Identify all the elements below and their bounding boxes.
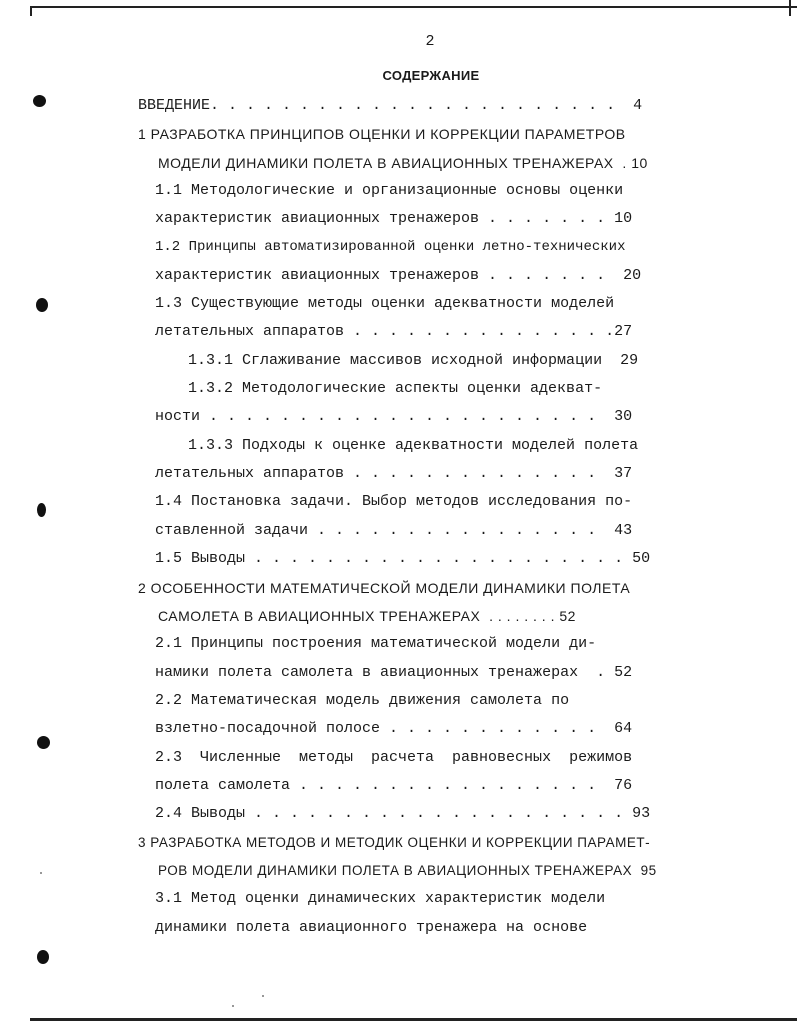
toc-chapter-3-title: 3 РАЗРАБОТКА МЕТОДОВ И МЕТОДИК ОЦЕНКИ И КОРРЕКЦИИ ПАРАМЕТ- [138,835,651,850]
toc-section-1-3: 1.3 Существующие методы оценки адекватности моделей [155,295,615,312]
toc-section-1-2: 1.2 Принципы автоматизированной оценки летно-технических [155,239,626,255]
scan-speck [262,995,264,997]
top-right-corner-mark [789,0,791,16]
binding-hole-mark [37,950,49,964]
toc-subsection-1-3-2: 1.3.2 Методологические аспекты оценки адекват- [188,380,603,397]
toc-section-1-2-cont: характеристик авиационных тренажеров . . . . . . . 20 [155,267,642,284]
toc-section-3-1-cont: динамики полета авиационного тренажера на основе [155,919,588,936]
toc-section-1-1: 1.1 Методологические и организационные основы оценки [155,182,624,199]
toc-section-2-4: 2.4 Выводы . . . . . . . . . . . . . . . . . . . . . 93 [155,805,651,822]
toc-subsection-1-3-1: 1.3.1 Сглаживание массивов исходной информации 29 [188,352,639,369]
toc-chapter-2-title: 2 ОСОБЕННОСТИ МАТЕМАТИЧЕСКОЙ МОДЕЛИ ДИНАМИКИ ПОЛЕТА [138,580,631,596]
scan-speck [232,1005,234,1007]
page-title: СОДЕРЖАНИЕ [382,68,480,83]
toc-chapter-1-title-cont: МОДЕЛИ ДИНАМИКИ ПОЛЕТА В АВИАЦИОННЫХ ТРЕНАЖЕРАХ . 10 [158,155,648,171]
toc-entry-introduction: ВВЕДЕНИЕ. . . . . . . . . . . . . . . . . . . . . . . 4 [138,97,643,114]
toc-section-3-1: 3.1 Метод оценки динамических характеристик модели [155,890,606,907]
toc-subsection-1-3-3: 1.3.3 Подходы к оценке адекватности моделей полета [188,437,639,454]
top-left-corner-mark [30,6,32,16]
toc-section-2-2-cont: взлетно-посадочной полосе . . . . . . . . . . . . 64 [155,720,633,737]
toc-chapter-1-title: 1 РАЗРАБОТКА ПРИНЦИПОВ ОЦЕНКИ И КОРРЕКЦИИ ПАРАМЕТРОВ [138,126,626,142]
toc-section-2-3-cont: полета самолета . . . . . . . . . . . . . . . . . 76 [155,777,633,794]
binding-hole-mark [37,503,46,517]
toc-section-1-4: 1.4 Постановка задачи. Выбор методов исследования по- [155,493,633,510]
toc-section-2-3: 2.3 Численные методы расчета равновесных режимов [155,749,633,766]
bottom-border-rule [30,1018,797,1021]
toc-section-2-2: 2.2 Математическая модель движения самолета по [155,692,570,709]
page-number: 2 [425,33,435,50]
binding-hole-mark [33,95,46,107]
toc-subsection-1-3-3-cont: летательных аппаратов . . . . . . . . . . . . . . 37 [155,465,633,482]
toc-section-1-5: 1.5 Выводы . . . . . . . . . . . . . . . . . . . . . 50 [155,550,651,567]
toc-subsection-1-3-2-cont: ности . . . . . . . . . . . . . . . . . . . . . . 30 [155,408,633,425]
toc-section-2-1: 2.1 Принципы построения математической модели ди- [155,635,597,652]
toc-chapter-3-title-cont: РОВ МОДЕЛИ ДИНАМИКИ ПОЛЕТА В АВИАЦИОННЫХ ТРЕНАЖЕРАХ 95 [158,863,657,878]
binding-hole-mark [37,736,50,749]
toc-chapter-2-title-cont: САМОЛЕТА В АВИАЦИОННЫХ ТРЕНАЖЕРАХ . . . . . . . . 52 [158,608,576,624]
toc-section-2-1-cont: намики полета самолета в авиационных тренажерах . 52 [155,664,633,681]
toc-section-1-4-cont: ставленной задачи . . . . . . . . . . . . . . . . 43 [155,522,633,539]
toc-section-1-1-cont: характеристик авиационных тренажеров . . . . . . . 10 [155,210,633,227]
toc-section-1-3-cont: летательных аппаратов . . . . . . . . . . . . . . .27 [155,323,633,340]
binding-hole-mark [36,298,48,312]
scan-speck [40,872,42,874]
top-border-rule [30,6,797,8]
